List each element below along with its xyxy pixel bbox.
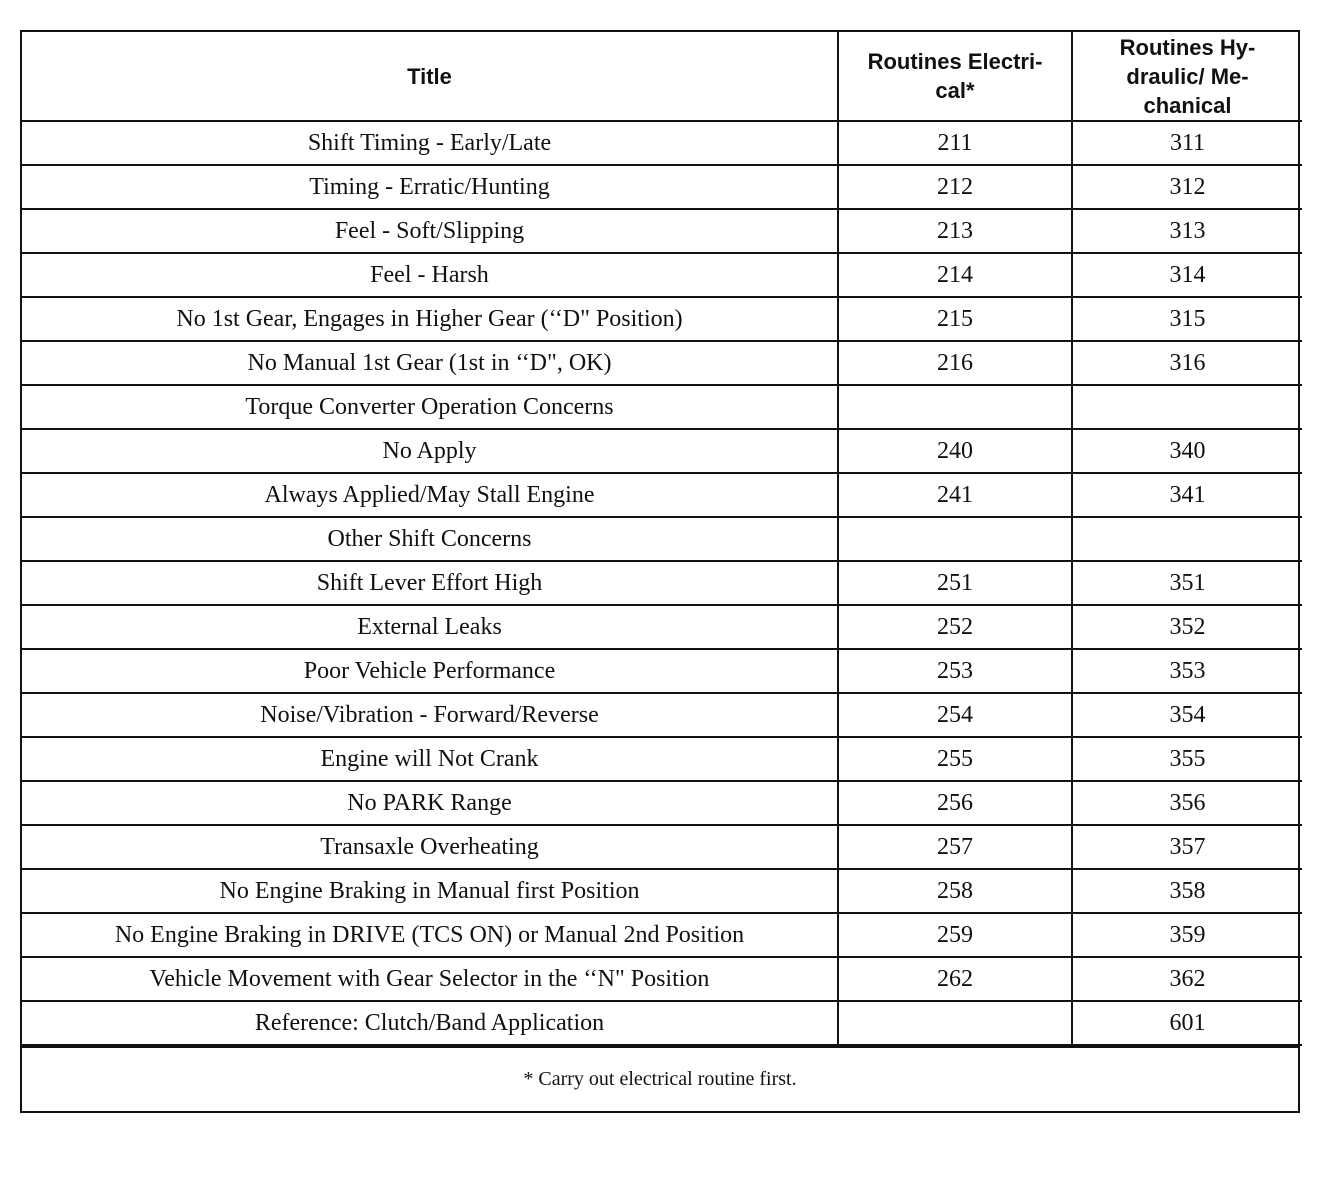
row-electrical-cell: 213: [838, 209, 1072, 253]
row-hydraulic-cell: 313: [1072, 209, 1302, 253]
table-row: [22, 737, 1302, 781]
row-hydraulic-cell: 353: [1072, 649, 1302, 693]
row-hydraulic-cell: 312: [1072, 165, 1302, 209]
row-hydraulic-cell: 352: [1072, 605, 1302, 649]
row-hydraulic-cell: 356: [1072, 781, 1302, 825]
row-title-cell: Transaxle Overheating: [22, 825, 838, 869]
row-hydraulic-cell: 354: [1072, 693, 1302, 737]
row-electrical-cell: 211: [838, 121, 1072, 165]
row-title-cell: Shift Lever Effort High: [22, 561, 838, 605]
row-electrical-cell: 258: [838, 869, 1072, 913]
row-title-cell: External Leaks: [22, 605, 838, 649]
row-title-cell: Feel - Harsh: [22, 253, 838, 297]
row-hydraulic-cell: [1072, 517, 1302, 561]
row-hydraulic-cell: 351: [1072, 561, 1302, 605]
header-row: [22, 32, 1302, 121]
table-row: [22, 781, 1302, 825]
table-row: [22, 605, 1302, 649]
row-electrical-cell: [838, 1001, 1072, 1045]
routines-table: [22, 32, 1302, 1046]
row-title-cell: Vehicle Movement with Gear Selector in the ‘‘N" Position: [22, 957, 838, 1001]
row-electrical-cell: 256: [838, 781, 1072, 825]
row-electrical-cell: 257: [838, 825, 1072, 869]
table-row: [22, 385, 1302, 429]
footnote: * Carry out electrical routine first.: [22, 1046, 1298, 1111]
row-title-cell: Feel - Soft/Slipping: [22, 209, 838, 253]
table-row: [22, 1001, 1302, 1045]
row-hydraulic-cell: 355: [1072, 737, 1302, 781]
row-title-cell: No 1st Gear, Engages in Higher Gear (‘‘D" Position): [22, 297, 838, 341]
table-row: [22, 561, 1302, 605]
row-hydraulic-cell: 311: [1072, 121, 1302, 165]
row-electrical-cell: 215: [838, 297, 1072, 341]
row-electrical-cell: 241: [838, 473, 1072, 517]
row-electrical-cell: 254: [838, 693, 1072, 737]
row-title-cell: Poor Vehicle Performance: [22, 649, 838, 693]
table-row: [22, 517, 1302, 561]
table-row: [22, 869, 1302, 913]
row-title-cell: No Engine Braking in DRIVE (TCS ON) or Manual 2nd Position: [22, 913, 838, 957]
row-hydraulic-cell: 362: [1072, 957, 1302, 1001]
row-electrical-cell: 255: [838, 737, 1072, 781]
row-hydraulic-cell: 357: [1072, 825, 1302, 869]
row-title-cell: Noise/Vibration - Forward/Reverse: [22, 693, 838, 737]
row-title-cell: Reference: Clutch/Band Application: [22, 1001, 838, 1045]
header-title: Title: [22, 32, 838, 121]
header-electrical: Routines Electri- cal*: [838, 32, 1072, 121]
row-electrical-cell: 252: [838, 605, 1072, 649]
row-hydraulic-cell: 341: [1072, 473, 1302, 517]
row-electrical-cell: 253: [838, 649, 1072, 693]
row-title-cell: No PARK Range: [22, 781, 838, 825]
row-electrical-cell: 212: [838, 165, 1072, 209]
row-electrical-cell: 216: [838, 341, 1072, 385]
table-row: [22, 473, 1302, 517]
table-body: [22, 121, 1302, 1045]
row-electrical-cell: 214: [838, 253, 1072, 297]
row-hydraulic-cell: 340: [1072, 429, 1302, 473]
row-title-cell: No Apply: [22, 429, 838, 473]
table-row: [22, 209, 1302, 253]
row-electrical-cell: 240: [838, 429, 1072, 473]
row-title-cell: No Manual 1st Gear (1st in ‘‘D", OK): [22, 341, 838, 385]
table-row: [22, 649, 1302, 693]
row-hydraulic-cell: 358: [1072, 869, 1302, 913]
row-hydraulic-cell: 316: [1072, 341, 1302, 385]
row-title-cell: Timing - Erratic/Hunting: [22, 165, 838, 209]
row-hydraulic-cell: 315: [1072, 297, 1302, 341]
row-hydraulic-cell: 359: [1072, 913, 1302, 957]
table-row: [22, 693, 1302, 737]
row-title-cell: No Engine Braking in Manual first Position: [22, 869, 838, 913]
table-row: [22, 297, 1302, 341]
table-row: [22, 341, 1302, 385]
row-electrical-cell: 259: [838, 913, 1072, 957]
row-electrical-cell: 251: [838, 561, 1072, 605]
routines-table-frame: [20, 30, 1300, 1113]
header-hydraulic: Routines Hy- draulic/ Me- chanical: [1072, 32, 1302, 121]
table-row: [22, 825, 1302, 869]
row-hydraulic-cell: [1072, 385, 1302, 429]
row-title-cell: Other Shift Concerns: [22, 517, 838, 561]
row-electrical-cell: 262: [838, 957, 1072, 1001]
table-row: [22, 429, 1302, 473]
row-title-cell: Always Applied/May Stall Engine: [22, 473, 838, 517]
table-row: [22, 957, 1302, 1001]
row-title-cell: Torque Converter Operation Concerns: [22, 385, 838, 429]
row-title-cell: Engine will Not Crank: [22, 737, 838, 781]
row-electrical-cell: [838, 385, 1072, 429]
row-hydraulic-cell: 314: [1072, 253, 1302, 297]
table-row: [22, 165, 1302, 209]
table-row: [22, 253, 1302, 297]
row-title-cell: Shift Timing - Early/Late: [22, 121, 838, 165]
row-electrical-cell: [838, 517, 1072, 561]
row-hydraulic-cell: 601: [1072, 1001, 1302, 1045]
table-row: [22, 913, 1302, 957]
table-row: [22, 121, 1302, 165]
